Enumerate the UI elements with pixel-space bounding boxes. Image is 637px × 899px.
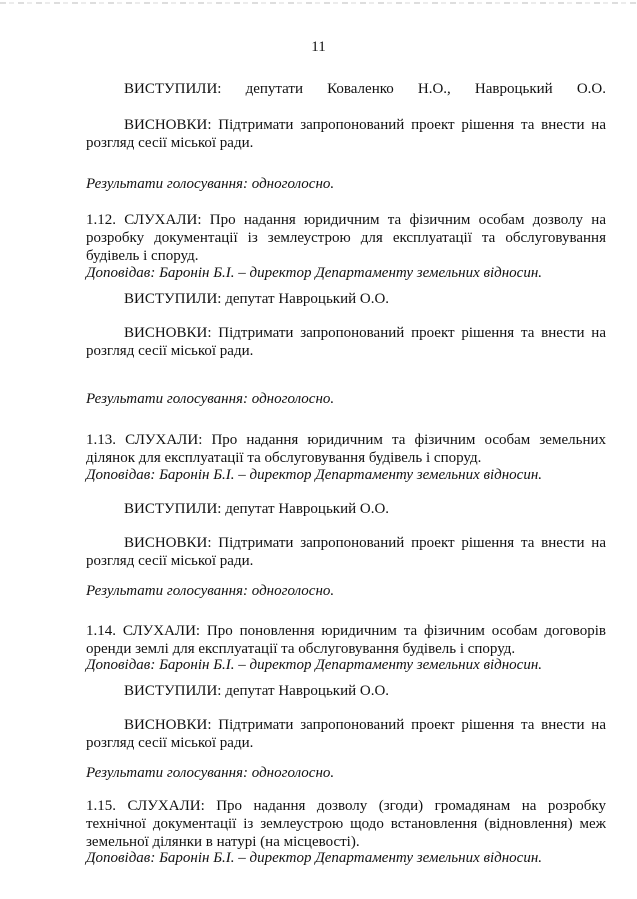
heard-item-1-15: земельної ділянки в натурі (на місцевості). [86,834,360,850]
heard-item-1-13: 1.13. СЛУХАЛИ: Про надання юридичним та фізичним особам земельних [86,432,606,448]
heard-item-1-14: оренди землі для експлуатації та обслуговування будівель і споруд. [86,641,516,657]
conclusion-line: ВИСНОВКИ: Підтримати запропонований проект рішення та внести на [124,117,606,133]
vote-result: Результати голосування: одноголосно. [86,583,335,599]
heard-item-1-15: технічної документації із землеустрою щодо встановлення (відновлення) меж [86,816,606,832]
heard-item-1-15: 1.15. СЛУХАЛИ: Про надання дозволу (згоди) громадянам на розробку [86,798,606,814]
speaker-line: Доповідав: Баронін Б.І. – директор Департаменту земельних відносин. [86,467,543,483]
speaker-line: Доповідав: Баронін Б.І. – директор Департаменту земельних відносин. [86,265,543,281]
spoke-line: ВИСТУПИЛИ: депутат Навроцький О.О. [124,683,390,699]
heard-item-1-12: розробку документації із землеустрою для експлуатації та обслуговування [86,230,606,246]
vote-result: Результати голосування: одноголосно. [86,391,335,407]
conclusion-line: розгляд сесії міської ради. [86,135,254,151]
spoke-line: ВИСТУПИЛИ: депутат Навроцький О.О. [124,291,390,307]
vote-result: Результати голосування: одноголосно. [86,176,335,192]
conclusion-line: розгляд сесії міської ради. [86,735,254,751]
conclusion-line: розгляд сесії міської ради. [86,343,254,359]
conclusion-line: ВИСНОВКИ: Підтримати запропонований проект рішення та внести на [124,325,606,341]
heard-item-1-12: будівель і споруд. [86,248,199,264]
speaker-line: Доповідав: Баронін Б.І. – директор Департаменту земельних відносин. [86,657,543,673]
page-number: 11 [311,39,326,55]
speaker-line: Доповідав: Баронін Б.І. – директор Департаменту земельних відносин. [86,850,543,866]
vote-result: Результати голосування: одноголосно. [86,765,335,781]
spoke-line: ВИСТУПИЛИ: депутат Навроцький О.О. [124,501,390,517]
conclusion-line: розгляд сесії міської ради. [86,553,254,569]
conclusion-line: ВИСНОВКИ: Підтримати запропонований проект рішення та внести на [124,717,606,733]
heard-item-1-14: 1.14. СЛУХАЛИ: Про поновлення юридичним та фізичним особам договорів [86,623,606,639]
spoke-line: ВИСТУПИЛИ: депутати Коваленко Н.О., Навроцький О.О. [124,81,606,97]
conclusion-line: ВИСНОВКИ: Підтримати запропонований проект рішення та внести на [124,535,606,551]
heard-item-1-13: ділянок для експлуатації та обслуговування будівель і споруд. [86,450,482,466]
heard-item-1-12: 1.12. СЛУХАЛИ: Про надання юридичним та фізичним особам дозволу на [86,212,606,228]
